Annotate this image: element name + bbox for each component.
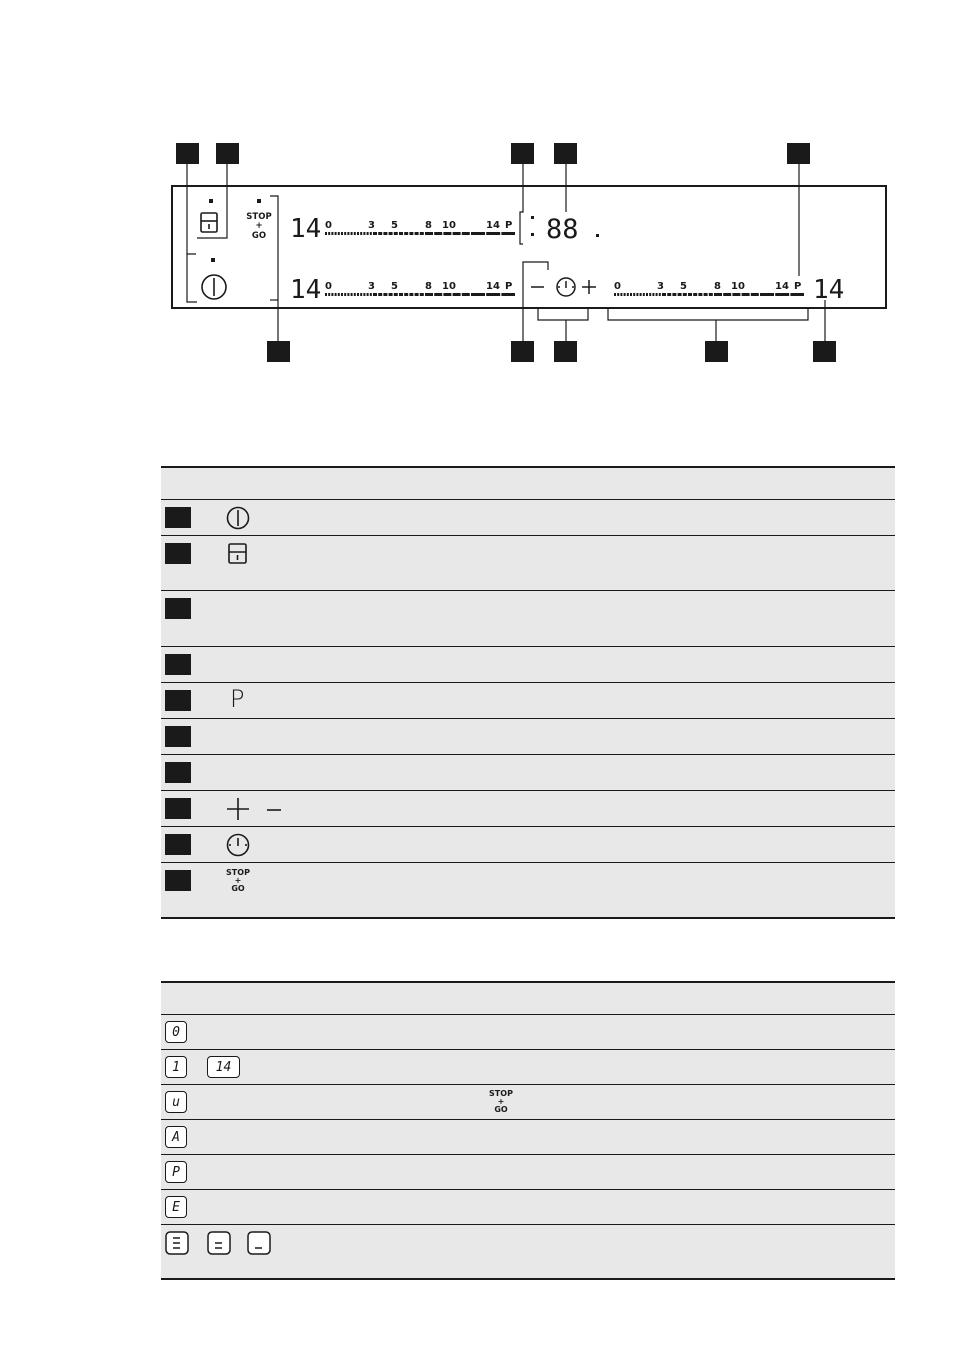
scale-label: 10 (442, 220, 456, 231)
scale-bar-segment[interactable] (409, 293, 413, 296)
stop-go-label: + (497, 1097, 505, 1106)
stop-go-icon (225, 869, 251, 893)
scale-bar-segment[interactable] (662, 293, 666, 296)
timer-plus-icon[interactable] (582, 280, 596, 294)
callout-marker (176, 143, 199, 164)
scale-bar-segment[interactable] (360, 232, 362, 235)
scale-bar-segment[interactable] (693, 293, 697, 296)
table-row (161, 1015, 895, 1050)
stop-go-icon (487, 1090, 515, 1114)
callout-marker (216, 143, 239, 164)
scale-bar-segment[interactable] (338, 232, 340, 235)
table-row (161, 591, 895, 647)
table-row (161, 1120, 895, 1155)
scale-bar-segment[interactable] (354, 293, 356, 296)
scale-bar-segment[interactable] (643, 293, 645, 296)
scale-bar-segment[interactable] (338, 293, 340, 296)
scale-bar-segment[interactable] (367, 232, 369, 235)
control-panel-table (161, 466, 895, 919)
table-row (161, 500, 895, 536)
callout-marker (705, 341, 728, 362)
scale-bar-segment[interactable] (462, 293, 470, 296)
scale-label: 0 (614, 281, 621, 292)
callout-marker (511, 341, 534, 362)
scale-bar-segment[interactable] (399, 293, 403, 296)
scale-bar-segment[interactable] (354, 232, 356, 235)
scale-bar-segment[interactable] (649, 293, 651, 296)
scale-bar-segment[interactable] (373, 293, 377, 296)
scale-bar-segment[interactable] (672, 293, 676, 296)
callout-marker (813, 341, 836, 362)
scale-bar-segment[interactable] (363, 293, 365, 296)
timer-colon (531, 233, 534, 236)
scale-bar-segment[interactable] (659, 293, 661, 296)
scale-label: 3 (368, 281, 375, 292)
table-row (161, 536, 895, 591)
callout-marker (554, 143, 577, 164)
row-marker (165, 726, 191, 747)
scale-bar-segment[interactable] (636, 293, 638, 296)
scale-bar-segment[interactable] (742, 293, 750, 296)
scale-bar-segment[interactable] (383, 232, 387, 235)
scale-bar-segment[interactable] (688, 293, 692, 296)
heat-indicator-low-icon (247, 1231, 271, 1255)
scale-label: 14 (486, 220, 500, 231)
table-row (161, 719, 895, 755)
heat-indicator-high-icon (165, 1231, 189, 1255)
scale-label: 10 (731, 281, 745, 292)
table-header (161, 981, 895, 1015)
scale-bar-segment[interactable] (378, 232, 382, 235)
scale-bar-segment[interactable] (404, 232, 408, 235)
scale-bar-segment[interactable] (624, 293, 626, 296)
display-badge: P (165, 1161, 187, 1183)
scale-bar-segment[interactable] (425, 232, 433, 235)
scale-bar-segment[interactable] (486, 293, 500, 296)
table-header (161, 466, 895, 500)
scale-bar-segment[interactable] (633, 293, 635, 296)
scale-bar-segment[interactable] (363, 232, 365, 235)
scale-bar-segment[interactable] (420, 232, 424, 235)
scale-bar-segment[interactable] (394, 232, 398, 235)
scale-bar-segment[interactable] (471, 293, 485, 296)
row-marker (165, 654, 191, 675)
stop-go-label: + (234, 876, 242, 885)
scale-bar-segment[interactable] (341, 293, 343, 296)
power-level-display: 14 (290, 275, 322, 305)
scale-bar-segment[interactable] (646, 293, 648, 296)
scale-bar-segment[interactable] (331, 293, 333, 296)
plus-icon (225, 796, 251, 822)
scale-bar-segment[interactable] (347, 232, 349, 235)
scale-bar-segment[interactable] (667, 293, 671, 296)
stop-go-label: STOP (226, 868, 250, 877)
scale-label: 3 (368, 220, 375, 231)
control-panel-diagram (0, 0, 954, 380)
row-marker (165, 798, 191, 819)
scale-bar-segment[interactable] (325, 232, 327, 235)
table-row (161, 1155, 895, 1190)
display-badge: E (165, 1196, 187, 1218)
scale-bar-segment[interactable] (383, 293, 387, 296)
scale-bar-segment[interactable] (344, 232, 346, 235)
callout-marker (511, 143, 534, 164)
scale-bar-segment[interactable] (760, 293, 774, 296)
scale-bar-segment[interactable] (652, 293, 654, 296)
scale-label: P (505, 220, 513, 231)
scale-bar-segment[interactable] (351, 293, 353, 296)
indicator-dot (209, 199, 213, 203)
scale-bar-segment[interactable] (415, 232, 419, 235)
child-lock-icon (227, 542, 249, 566)
timer-clock-icon (225, 832, 251, 858)
scale-bar-segment[interactable] (425, 293, 433, 296)
scale-bar-segment[interactable] (335, 232, 337, 235)
table-row (161, 1050, 895, 1085)
scale-bar-segment[interactable] (415, 293, 419, 296)
scale-label: 5 (680, 281, 687, 292)
scale-bar-segment[interactable] (443, 232, 451, 235)
scale-bar-segment[interactable] (501, 232, 515, 235)
timer-clock-icon[interactable] (557, 278, 575, 296)
row-marker (165, 598, 191, 619)
scale-bar-segment[interactable] (678, 293, 682, 296)
scale-label: P (505, 281, 513, 292)
stop-go-label: + (255, 221, 263, 231)
indicator-dot (257, 199, 261, 203)
display-badge: u (165, 1091, 187, 1113)
scale-label: P (794, 281, 802, 292)
scale-bar-segment[interactable] (357, 232, 359, 235)
timer-colon (531, 216, 534, 219)
scale-bar-segment[interactable] (620, 293, 622, 296)
scale-bar-segment[interactable] (341, 232, 343, 235)
scale-label: 5 (391, 281, 398, 292)
scale-bar-segment[interactable] (614, 293, 616, 296)
table-row (161, 791, 895, 827)
scale-bar-segment[interactable] (378, 293, 382, 296)
scale-bar-segment[interactable] (656, 293, 658, 296)
display-badge: 0 (165, 1021, 187, 1043)
scale-bar-segment[interactable] (501, 293, 515, 296)
scale-bar-segment[interactable] (370, 293, 372, 296)
p-symbol: P (230, 685, 245, 713)
scale-bar-segment[interactable] (714, 293, 722, 296)
scale-bar-segment[interactable] (404, 293, 408, 296)
stop-go-label[interactable]: STOP (246, 212, 272, 222)
scale-bar-segment[interactable] (394, 293, 398, 296)
scale-bar-segment[interactable] (420, 293, 424, 296)
scale-bar-segment[interactable] (640, 293, 642, 296)
scale-bar-segment[interactable] (627, 293, 629, 296)
callout-marker (554, 341, 577, 362)
display-badge: A (165, 1126, 187, 1148)
scale-bar-segment[interactable] (328, 293, 330, 296)
timer-display: 88 (546, 214, 579, 245)
scale-bar-segment[interactable] (335, 293, 337, 296)
scale-bar-segment[interactable] (617, 293, 619, 296)
stop-go-label: GO (251, 231, 267, 241)
scale-bar-segment[interactable] (389, 232, 393, 235)
child-lock-icon[interactable] (201, 213, 217, 232)
row-marker (165, 543, 191, 564)
scale-bar-segment[interactable] (373, 232, 377, 235)
heat-indicator-medium-icon (207, 1231, 231, 1255)
scale-bar-segment[interactable] (709, 293, 713, 296)
scale-bar-segment[interactable] (360, 293, 362, 296)
timer-dot (596, 234, 599, 237)
scale-label: 14 (486, 281, 500, 292)
scale-bar-segment[interactable] (453, 293, 461, 296)
scale-bar-segment[interactable] (367, 293, 369, 296)
scale-bar-segment[interactable] (732, 293, 740, 296)
table-row (161, 1085, 895, 1120)
scale-bar-segment[interactable] (443, 293, 451, 296)
power-level-display: 14 (813, 275, 845, 305)
power-icon[interactable] (202, 275, 226, 299)
row-marker (165, 690, 191, 711)
scale-bar-segment[interactable] (790, 293, 804, 296)
scale-bar-segment[interactable] (630, 293, 632, 296)
table-row (161, 683, 895, 719)
table-row (161, 827, 895, 863)
power-level-display: 14 (290, 214, 322, 244)
scale-bar-segment[interactable] (344, 293, 346, 296)
scale-bar-segment[interactable] (434, 232, 442, 235)
table-row (161, 1190, 895, 1225)
table-row (161, 1225, 895, 1280)
scale-label: 0 (325, 281, 332, 292)
scale-bar-segment[interactable] (453, 232, 461, 235)
scale-bar-segment[interactable] (471, 232, 485, 235)
row-marker (165, 507, 191, 528)
stop-go-label: GO (231, 884, 245, 893)
scale-bar-segment[interactable] (328, 232, 330, 235)
scale-bar-segment[interactable] (357, 293, 359, 296)
scale-bar-segment[interactable] (775, 293, 789, 296)
scale-bar-segment[interactable] (389, 293, 393, 296)
display-table (161, 981, 895, 1280)
scale-bar-segment[interactable] (325, 293, 327, 296)
scale-bar-segment[interactable] (409, 232, 413, 235)
scale-label: 8 (425, 220, 432, 231)
scale-bar-segment[interactable] (347, 293, 349, 296)
row-marker (165, 762, 191, 783)
scale-bar-segment[interactable] (704, 293, 708, 296)
scale-bar-segment[interactable] (351, 232, 353, 235)
display-badge: 14 (207, 1056, 240, 1078)
scale-bar-segment[interactable] (486, 232, 500, 235)
scale-label: 0 (325, 220, 332, 231)
stop-go-label: STOP (489, 1089, 513, 1098)
scale-label: 8 (425, 281, 432, 292)
scale-label: 14 (775, 281, 789, 292)
scale-bar-segment[interactable] (434, 293, 442, 296)
scale-label: 3 (657, 281, 664, 292)
indicator-dot (211, 258, 215, 262)
row-marker (165, 834, 191, 855)
table-row (161, 647, 895, 683)
power-icon (225, 505, 251, 531)
callout-marker (787, 143, 810, 164)
display-badge: 1 (165, 1056, 187, 1078)
scale-label: 8 (714, 281, 721, 292)
scale-bar-segment[interactable] (683, 293, 687, 296)
scale-label: 5 (391, 220, 398, 231)
scale-bar-segment[interactable] (698, 293, 702, 296)
callout-marker (267, 341, 290, 362)
scale-bar-segment[interactable] (462, 232, 470, 235)
scale-bar-segment[interactable] (399, 232, 403, 235)
scale-bar-segment[interactable] (723, 293, 731, 296)
scale-bar-segment[interactable] (331, 232, 333, 235)
scale-bar-segment[interactable] (370, 232, 372, 235)
scale-label: 10 (442, 281, 456, 292)
scale-bar-segment[interactable] (751, 293, 759, 296)
table-row (161, 863, 895, 919)
minus-icon (265, 796, 283, 822)
stop-go-label: GO (494, 1105, 508, 1114)
row-marker (165, 870, 191, 891)
leader-lines (187, 164, 825, 341)
table-row (161, 755, 895, 791)
